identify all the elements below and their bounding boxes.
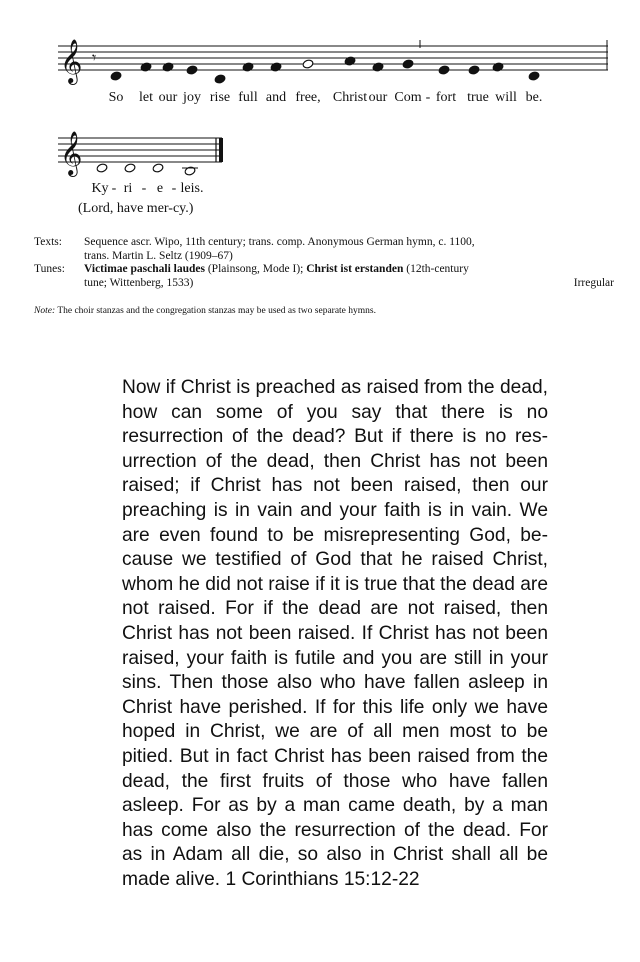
note-head <box>140 62 152 72</box>
lyric-syllable: rise <box>209 90 231 105</box>
lyric-syllable: Ky <box>91 181 109 196</box>
music-staff-line-2 <box>58 130 238 182</box>
lyric-syllable: fort <box>435 90 457 105</box>
music-staff-line-1 <box>58 38 610 90</box>
note-head <box>468 65 480 75</box>
note-head <box>124 163 136 173</box>
lyric-syllable: our <box>368 90 388 105</box>
scripture-passage <box>122 376 548 892</box>
lyric-syllable: will <box>495 90 517 105</box>
tune-detail-2: (12th-century <box>403 263 469 275</box>
tunes-credit-line-2 <box>84 277 614 291</box>
treble-clef-icon: 𝄞 <box>60 39 83 83</box>
treble-clef-icon: 𝄞 <box>60 131 83 175</box>
note-head <box>402 59 414 69</box>
lyric-syllable: let <box>139 90 153 105</box>
note-text: The choir stanzas and the congregation stanzas may be used as two separate hymns. <box>55 306 376 316</box>
texts-label: Texts: <box>34 236 62 248</box>
lyric-syllable: Com <box>394 90 422 105</box>
hymn-lyrics-line-2 <box>60 181 260 201</box>
music-notes-line-2 <box>96 163 198 176</box>
note-head <box>302 59 314 69</box>
note-head <box>110 71 122 81</box>
tune-detail-1: (Plainsong, Mode I); <box>204 263 307 275</box>
lyric-syllable: Christ <box>332 90 368 105</box>
kyrie-translation: (Lord, have mer-cy.) <box>78 201 194 216</box>
lyric-syllable: - <box>141 181 147 196</box>
lyric-syllable: - <box>111 181 117 196</box>
scripture-text: Now if Christ is preached as raised from the dead, how can some of you say that there is no resurrection of the dead? But if there is no resurrection of the dead, then Christ has not been raised; if Christ has not been raised, then our preaching is in vain and your faith is in vain. We are even found to be misrepresenting God, because we testified of God that he raised Christ, whom he did not raise if it is true that the dead are not raised. For if the dead are not raised, then Christ has not been raised. If Christ has not been raised, your faith is futile and you are still in your sins. Then those also who have fallen asleep in Christ have perished. If for this life only we have hoped in Christ, we are of all men most to be pitied. But in fact Christ has been raised from the dead, the first fruits of those who have fallen asleep. For as by a man came death, by a man has come also the resurrection of the dead. For as in Adam all die, so also in Christ shall all be made alive. 1 Corinthians 15:12-22 <box>122 377 548 890</box>
tunes-credit-line-2-text: tune; Wittenberg, 1533) <box>84 276 194 289</box>
lyric-syllable: So <box>108 90 124 105</box>
note-label: Note: <box>34 306 56 316</box>
tune-name-2: Christ ist erstanden <box>306 263 404 275</box>
note-head <box>162 62 174 72</box>
lyric-syllable: - <box>171 181 177 196</box>
tune-name-1: Victimae paschali laudes <box>84 263 205 275</box>
lyric-syllable: leis. <box>180 181 204 196</box>
note-head <box>152 163 164 173</box>
lyric-syllable: full <box>238 90 258 105</box>
tunes-credit-line-1 <box>84 263 614 277</box>
note-head <box>242 62 254 72</box>
eighth-rest-icon: 𝄾 <box>92 48 97 67</box>
note-head <box>184 166 196 176</box>
note-head <box>344 56 356 66</box>
choir-note <box>34 306 376 316</box>
lyric-syllable: joy <box>183 90 201 105</box>
texts-credit-line-1: Sequence ascr. Wipo, 11th century; trans. comp. Anonymous German hymn, c. 1100, <box>84 236 475 248</box>
lyric-syllable: free, <box>295 90 321 105</box>
lyric-syllable: ri <box>123 181 133 196</box>
lyric-syllable: be. <box>525 90 543 105</box>
meter: Irregular <box>573 276 614 289</box>
note-head <box>372 62 384 72</box>
note-head <box>528 71 540 81</box>
hymn-credits <box>34 236 614 290</box>
texts-credit-line-2: trans. Martin L. Seltz (1909–67) <box>84 249 233 262</box>
lyric-syllable: our <box>158 90 178 105</box>
lyric-syllable: true <box>467 90 489 105</box>
lyric-syllable: - <box>425 90 431 105</box>
note-head <box>438 65 450 75</box>
note-head <box>214 74 226 84</box>
texts-credit <box>34 236 614 263</box>
note-head <box>186 65 198 75</box>
hymn-lyrics-line-1 <box>60 90 620 110</box>
note-head <box>492 62 504 72</box>
note-head <box>96 163 108 173</box>
lyric-syllable: e <box>156 181 164 196</box>
note-head <box>270 62 282 72</box>
lyric-syllable: and <box>265 90 287 105</box>
tunes-label: Tunes: <box>34 263 65 275</box>
tunes-credit <box>34 263 614 290</box>
